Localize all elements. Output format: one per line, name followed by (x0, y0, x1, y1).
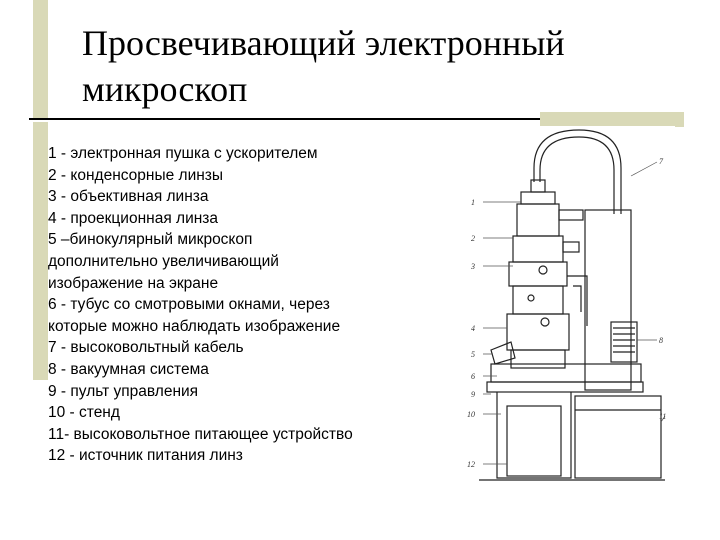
control-desk-shape (491, 364, 641, 382)
legend-item: 12 - источник питания линз (48, 447, 243, 465)
microscope-drawing (461, 126, 675, 497)
legend-item: 5 –бинокулярный микроскоп (48, 231, 253, 249)
microscope-diagram (461, 126, 675, 497)
diagram-label: 11 (659, 412, 667, 421)
diagram-label: 10 (467, 410, 475, 419)
legend-item: которые можно наблюдать изображение (48, 317, 341, 335)
viewing-tube-shape (511, 350, 565, 368)
diagram-label: 9 (471, 390, 475, 399)
diagram-label: 8 (659, 336, 663, 345)
diagram-label: 4 (471, 324, 475, 333)
legend-item: 10 - стенд (48, 404, 120, 422)
title-divider-accent (540, 112, 684, 127)
slide-title (82, 20, 642, 112)
legend-item: 6 - тубус со смотровыми окнами, через (48, 296, 330, 314)
diagram-label: 1 (471, 198, 475, 207)
objective-lens-shape (509, 262, 567, 286)
electron-gun-cap-shape (531, 180, 545, 192)
slide-title-line-2: микроскоп (82, 69, 248, 109)
diagram-label: 6 (471, 372, 475, 381)
diagram-label: 2 (471, 234, 475, 243)
legend-item: 9 - пульт управления (48, 382, 199, 400)
hv-supply-shape (575, 396, 661, 478)
slide-title-line-1: Просвечивающий электронный (82, 23, 565, 63)
legend-item: 2 - конденсорные линзы (48, 166, 224, 184)
projection-lens-shape (507, 314, 569, 350)
diagram-label: 5 (471, 350, 475, 359)
high-voltage-cable-inner-shape (540, 137, 614, 214)
legend-item: 8 - вакуумная система (48, 360, 209, 378)
component-legend (48, 143, 353, 467)
legend-item: 3 - объективная линза (48, 188, 209, 206)
legend-item: 11- высоковольтное питающее устройство (48, 425, 353, 443)
legend-item: 7 - высоковольтный кабель (48, 339, 244, 357)
legend-item: дополнительно увеличивающий (48, 252, 279, 270)
vacuum-system-shape (585, 210, 631, 390)
electron-gun-body-shape (517, 204, 559, 236)
decorative-side-bar-bottom (33, 122, 48, 380)
stand-shape (497, 392, 571, 478)
condenser-lens-shape (513, 236, 563, 262)
legend-item: 4 - проекционная линза (48, 209, 219, 227)
decorative-side-bar-top (33, 0, 48, 118)
high-voltage-cable-shape (534, 130, 621, 214)
diagram-label: 7 (659, 157, 663, 166)
legend-item: 1 - электронная пушка с ускорителем (48, 145, 318, 162)
title-divider-line (29, 118, 540, 120)
diagram-label: 12 (467, 460, 475, 469)
legend-item: изображение на экране (48, 274, 219, 292)
diagram-label: 3 (471, 262, 475, 271)
